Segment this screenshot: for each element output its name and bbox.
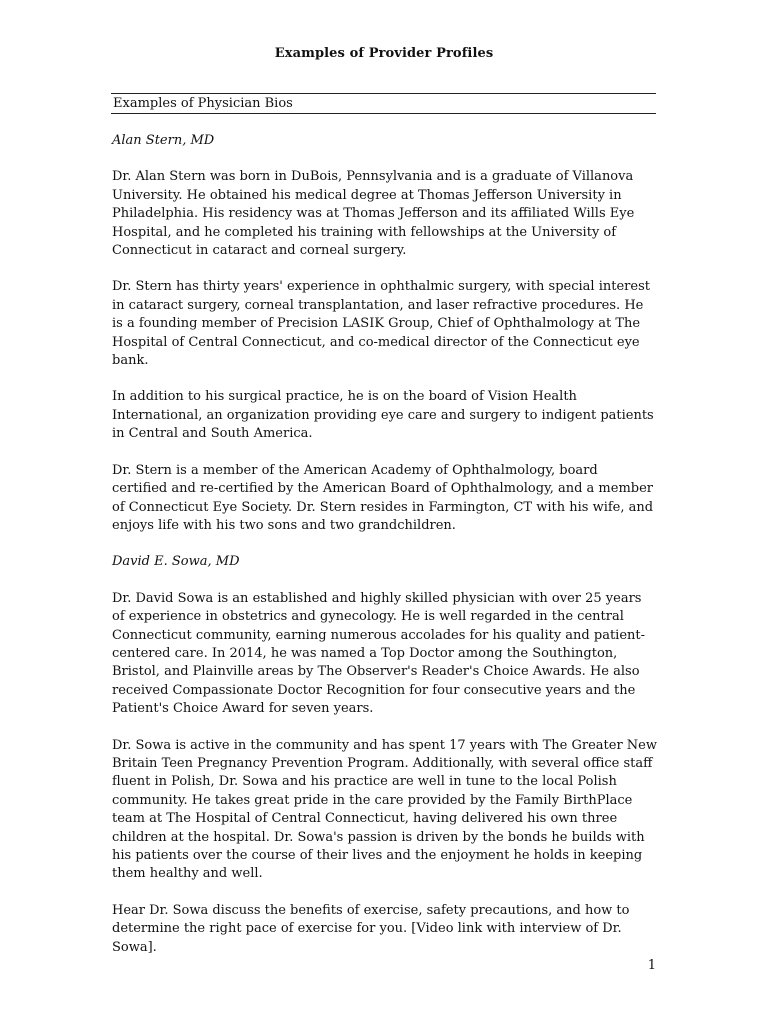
provider-name: David E. Sowa, MD [112, 554, 240, 570]
bio-paragraph: Dr. David Sowa is an established and highly skilled physician with over 25 years of experience in obstetrics and gynecology. He is well regarded in the central Connecticut community, earning numerous accolades for his quality and patient-centered care. In 2014, he was named a Top Doctor among the Southington, Bristol, and Plainville areas by The Observer's Reader's Choice Awards. He also received Compassionate Doctor Recognition for four consecutive years and the Patient's Choice Award for seven years. [112, 590, 646, 717]
section-header: Examples of Physician Bios [111, 93, 656, 114]
bio-paragraph: Hear Dr. Sowa discuss the benefits of exercise, safety precautions, and how to determine the right pace of exercise for you. [Video link with interview of Dr. Sowa]. [112, 902, 630, 955]
bio-paragraph: Dr. Alan Stern was born in DuBois, Pennsylvania and is a graduate of Villanova University. He obtained his medical degree at Thomas Jefferson University in Philadelphia. His residency was at Thomas Jefferson and its affiliated Wills Eye Hospital, and he completed his training with fellowships at the University of Connecticut in cataract and corneal surgery. [112, 169, 635, 259]
page-number: 1 [647, 958, 656, 973]
provider-profile [112, 132, 657, 535]
provider-profile [112, 553, 657, 957]
document-body [112, 132, 657, 975]
bio-paragraph: Dr. Stern is a member of the American Academy of Ophthalmology, board certified and re-certified by the American Board of Ophthalmology, and a member of Connecticut Eye Society. Dr. Stern resides in Farmington, CT with his wife, and enjoys life with his two sons and two grandchildren. [112, 462, 654, 533]
bio-paragraph: Dr. Stern has thirty years' experience in ophthalmic surgery, with special interest in cataract surgery, corneal transplantation, and laser refractive procedures. He is a founding member of Precision LASIK Group, Chief of Ophthalmology at The Hospital of Central Connecticut, and co-medical director of the Connecticut eye bank. [112, 279, 650, 369]
provider-name: Alan Stern, MD [112, 133, 215, 148]
bio-paragraph: In addition to his surgical practice, he is on the board of Vision Health International, an organization providing eye care and surgery to indigent patients in Central and South America. [112, 389, 654, 442]
document-title: Examples of Provider Profiles [274, 46, 494, 61]
bio-paragraph: Dr. Sowa is active in the community and has spent 17 years with The Greater New Britain Teen Pregnancy Prevention Program. Additionally, with several office staff fluent in Polish, Dr. Sowa and his practice are well in tune to the local Polish community. He takes great pride in the care provided by the Family BirthPlace team at The Hospital of Central Connecticut, having delivered his own three children at the hospital. Dr. Sowa's passion is driven by the bonds he builds with his patients over the course of their lives and the enjoyment he holds in keeping them healthy and well. [112, 737, 657, 882]
